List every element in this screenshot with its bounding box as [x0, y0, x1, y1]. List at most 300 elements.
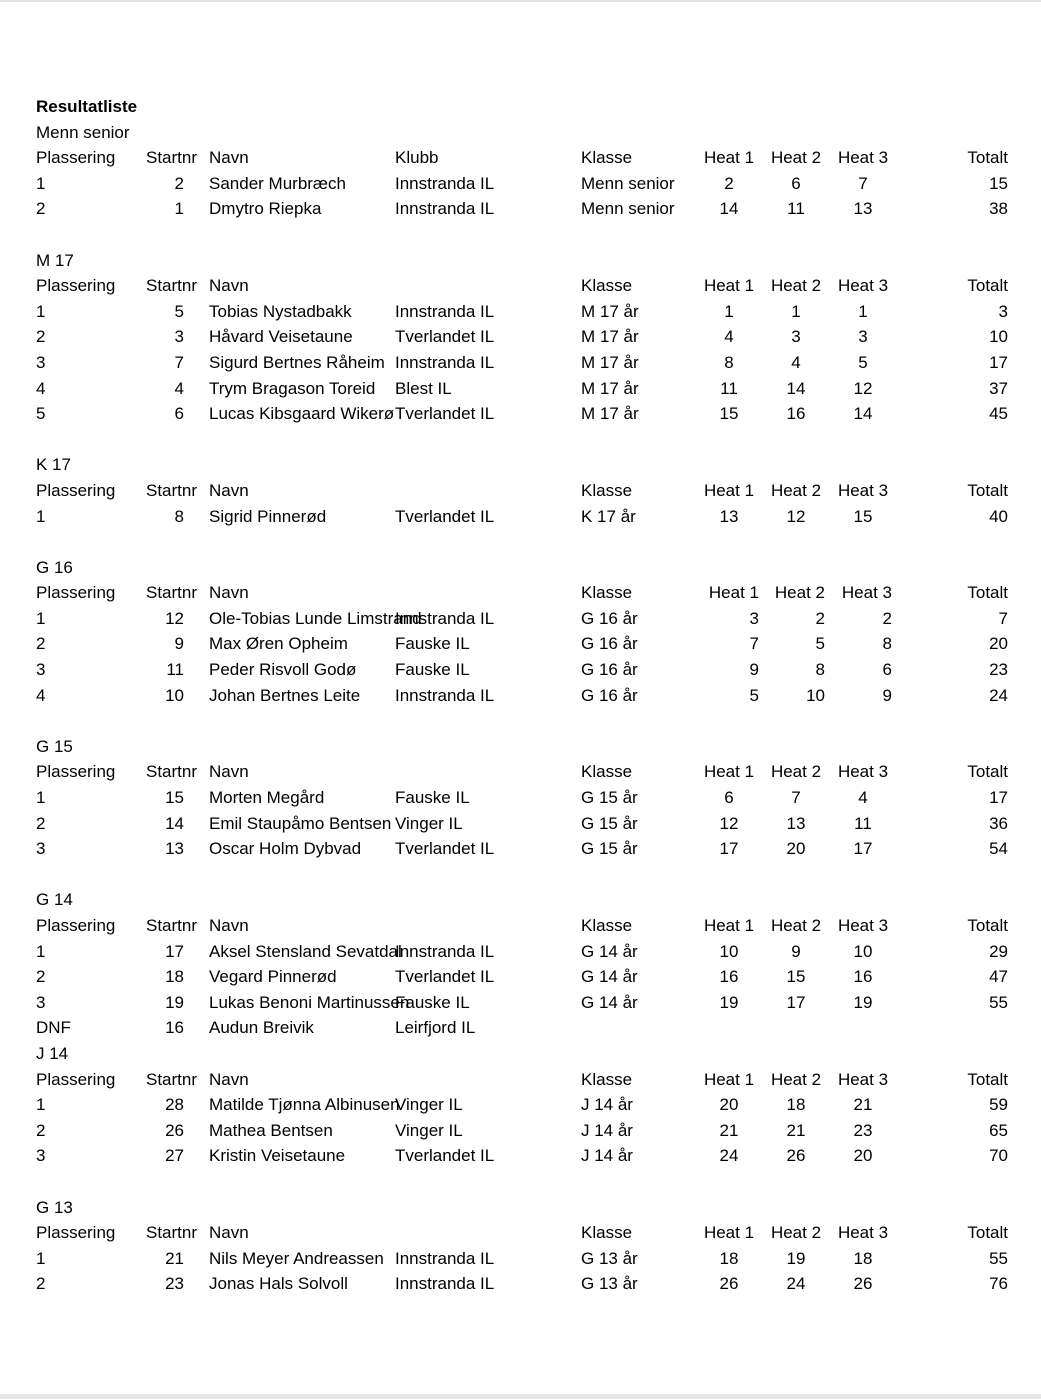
header-name: Navn — [209, 276, 249, 296]
heat-3-cell: 20 — [853, 1146, 873, 1166]
klasse-cell: J 14 år — [581, 1120, 633, 1140]
klasse-cell: G 13 år — [581, 1248, 638, 1268]
header-startnr: Startnr — [146, 762, 198, 782]
result-row — [0, 171, 1041, 197]
header-heat-1: Heat 1 — [703, 1069, 755, 1089]
klasse-cell: G 15 år — [581, 839, 638, 859]
header-heat-1: Heat 1 — [708, 583, 759, 603]
heat-1-cell: 24 — [719, 1146, 739, 1166]
header-heat-2: Heat 2 — [770, 480, 822, 500]
total-cell: 24 — [989, 685, 1008, 705]
name-cell: Sander Murbræch — [209, 173, 347, 193]
name-cell: Sigurd Bertnes Råheim — [209, 352, 385, 372]
result-row — [0, 299, 1041, 325]
club-cell: Fauske IL — [395, 660, 470, 680]
name-cell: Emil Staupåmo Bentsen — [209, 813, 392, 833]
heat-3-cell: 8 — [882, 634, 892, 654]
klasse-cell: G 16 år — [581, 634, 638, 654]
club-cell: Vinger IL — [395, 813, 463, 833]
club-cell: Tverlandet IL — [395, 404, 495, 424]
name-cell: Tobias Nystadbakk — [209, 301, 352, 321]
total-cell: 65 — [989, 1120, 1008, 1140]
startnr-cell: 7 — [174, 352, 184, 372]
header-heat-2: Heat 2 — [770, 916, 822, 935]
club-cell: Vinger IL — [395, 1095, 463, 1115]
spacer-row — [0, 529, 1041, 555]
header-heat-3: Heat 3 — [837, 1069, 889, 1089]
club-cell: Tverlandet IL — [395, 839, 495, 859]
header-klasse: Klasse — [581, 583, 633, 603]
header-startnr: Startnr — [146, 916, 198, 935]
header-heat-2: Heat 2 — [770, 1223, 822, 1243]
heat-3-cell: 11 — [854, 813, 872, 833]
name-cell: Morten Megård — [209, 788, 325, 808]
result-row — [0, 1246, 1041, 1272]
total-cell: 55 — [989, 992, 1008, 1012]
header-heat-3: Heat 3 — [837, 1223, 889, 1243]
total-cell: 47 — [989, 967, 1008, 987]
placement-cell: 2 — [36, 967, 46, 987]
column-header-row — [0, 145, 1041, 171]
name-cell: Dmytro Riepka — [209, 199, 322, 219]
club-cell: Fauske IL — [395, 634, 470, 654]
header-total: Totalt — [967, 1223, 1008, 1243]
header-placement: Plassering — [36, 762, 116, 782]
header-startnr: Startnr — [146, 480, 198, 500]
results-group — [0, 452, 1041, 554]
header-heat-2: Heat 2 — [770, 762, 822, 782]
name-cell: Jonas Hals Solvoll — [209, 1274, 348, 1294]
heat-1-cell: 12 — [719, 813, 739, 833]
header-name: Navn — [209, 1069, 249, 1089]
heat-1-cell: 19 — [719, 992, 739, 1012]
heat-3-cell: 14 — [853, 404, 873, 424]
result-row — [0, 990, 1041, 1016]
name-cell: Aksel Stensland Sevatdal — [209, 941, 402, 961]
club-cell: Fauske IL — [395, 992, 470, 1012]
klasse-cell: M 17 år — [581, 404, 639, 424]
header-name: Navn — [209, 583, 249, 603]
results-sheet — [0, 94, 1041, 1297]
heat-1-cell: 16 — [719, 967, 739, 987]
startnr-cell: 8 — [174, 506, 184, 526]
klasse-cell: G 16 år — [581, 608, 638, 628]
heat-3-cell: 23 — [853, 1120, 873, 1140]
heat-2-cell: 24 — [786, 1274, 806, 1294]
klasse-cell: M 17 år — [581, 352, 639, 372]
total-cell: 3 — [998, 301, 1008, 321]
top-border — [0, 0, 1041, 2]
name-cell: Peder Risvoll Godø — [209, 660, 357, 680]
club-cell: Innstranda IL — [395, 1274, 495, 1294]
klasse-cell: G 16 år — [581, 660, 638, 680]
heat-3-cell: 5 — [858, 352, 868, 372]
result-row — [0, 196, 1041, 222]
total-cell: 20 — [989, 634, 1008, 654]
startnr-cell: 1 — [174, 199, 184, 219]
column-header-row — [0, 759, 1041, 785]
result-row — [0, 350, 1041, 376]
placement-cell: 3 — [36, 839, 46, 859]
spacer-row — [0, 708, 1041, 734]
column-header-row — [0, 580, 1041, 606]
heat-3-cell: 19 — [853, 992, 873, 1012]
placement-cell: 1 — [36, 941, 46, 961]
header-placement: Plassering — [36, 148, 116, 168]
heat-2-cell: 5 — [815, 634, 825, 654]
header-startnr: Startnr — [146, 276, 198, 296]
header-heat-1: Heat 1 — [703, 916, 755, 935]
result-row — [0, 606, 1041, 632]
placement-cell: 2 — [36, 1274, 46, 1294]
header-klasse: Klasse — [581, 1223, 633, 1243]
header-startnr: Startnr — [146, 1069, 198, 1089]
total-cell: 76 — [989, 1274, 1008, 1294]
header-heat-2: Heat 2 — [770, 148, 822, 168]
club-cell: Tverlandet IL — [395, 1146, 495, 1166]
heat-2-cell: 21 — [786, 1120, 806, 1140]
results-groups — [0, 120, 1041, 1297]
heat-3-cell: 2 — [882, 608, 892, 628]
startnr-cell: 6 — [174, 404, 184, 424]
result-row — [0, 964, 1041, 990]
result-row — [0, 631, 1041, 657]
heat-1-cell: 14 — [719, 199, 739, 219]
heat-2-cell: 9 — [791, 941, 801, 961]
startnr-cell: 18 — [165, 967, 184, 987]
total-cell: 55 — [989, 1248, 1008, 1268]
group-heading-row — [0, 248, 1041, 274]
group-name: G 14 — [36, 890, 73, 910]
header-heat-1: Heat 1 — [703, 1223, 755, 1243]
results-group — [0, 1195, 1041, 1297]
name-cell: Sigrid Pinnerød — [209, 506, 327, 526]
heat-1-cell: 6 — [724, 788, 734, 808]
klasse-cell: G 15 år — [581, 788, 638, 808]
club-cell: Leirfjord IL — [395, 1018, 476, 1038]
name-cell: Matilde Tjønna Albinusen — [209, 1095, 400, 1115]
startnr-cell: 16 — [165, 1018, 184, 1038]
name-cell: Ole-Tobias Lunde Limstrand — [209, 608, 422, 628]
heat-3-cell: 26 — [853, 1274, 873, 1294]
heat-1-cell: 9 — [749, 660, 759, 680]
header-heat-2: Heat 2 — [770, 276, 822, 296]
group-heading-row — [0, 452, 1041, 478]
startnr-cell: 26 — [165, 1120, 184, 1140]
startnr-cell: 14 — [165, 813, 184, 833]
name-cell: Vegard Pinnerød — [209, 967, 337, 987]
klasse-cell: J 14 år — [581, 1146, 633, 1166]
club-cell: Innstranda IL — [395, 1248, 495, 1268]
startnr-cell: 9 — [174, 634, 184, 654]
result-row — [0, 811, 1041, 837]
heat-1-cell: 5 — [749, 685, 759, 705]
total-cell: 37 — [989, 378, 1008, 398]
header-placement: Plassering — [36, 1069, 116, 1089]
header-name: Navn — [209, 148, 249, 168]
startnr-cell: 12 — [165, 608, 184, 628]
club-cell: Tverlandet IL — [395, 506, 495, 526]
heat-2-cell: 10 — [806, 685, 825, 705]
klasse-cell: G 13 år — [581, 1274, 638, 1294]
total-cell: 45 — [989, 404, 1008, 424]
header-total: Totalt — [967, 583, 1008, 603]
total-cell: 54 — [989, 839, 1008, 859]
heat-2-cell: 6 — [791, 173, 801, 193]
total-cell: 7 — [998, 608, 1008, 628]
heat-3-cell: 17 — [853, 839, 873, 859]
header-klasse: Klasse — [581, 480, 633, 500]
club-cell: Tverlandet IL — [395, 327, 495, 347]
header-name: Navn — [209, 1223, 249, 1243]
heat-3-cell: 10 — [853, 941, 873, 961]
placement-cell: DNF — [36, 1018, 71, 1038]
title-row — [0, 94, 1041, 120]
klasse-cell: M 17 år — [581, 327, 639, 347]
placement-cell: 4 — [36, 378, 46, 398]
result-row — [0, 836, 1041, 862]
heat-2-cell: 14 — [786, 378, 806, 398]
heat-2-cell: 2 — [815, 608, 825, 628]
header-heat-3: Heat 3 — [837, 148, 889, 168]
klasse-cell: G 14 år — [581, 967, 638, 987]
group-heading-row — [0, 555, 1041, 581]
heat-1-cell: 7 — [749, 634, 759, 654]
placement-cell: 5 — [36, 404, 46, 424]
column-header-row — [0, 1220, 1041, 1246]
heat-3-cell: 18 — [853, 1248, 873, 1268]
startnr-cell: 28 — [165, 1095, 184, 1115]
total-cell: 59 — [989, 1095, 1008, 1115]
startnr-cell: 19 — [165, 992, 184, 1012]
result-row — [0, 1015, 1041, 1041]
results-group — [0, 555, 1041, 734]
heat-2-cell: 11 — [787, 199, 805, 219]
header-heat-2: Heat 2 — [770, 1069, 822, 1089]
header-klasse: Klasse — [581, 762, 633, 782]
group-name: M 17 — [36, 250, 74, 270]
result-row — [0, 376, 1041, 402]
klasse-cell: Menn senior — [581, 173, 675, 193]
name-cell: Trym Bragason Toreid — [209, 378, 376, 398]
header-heat-1: Heat 1 — [703, 276, 755, 296]
heat-2-cell: 8 — [815, 660, 825, 680]
spacer-row — [0, 862, 1041, 888]
column-header-row — [0, 913, 1041, 939]
group-name: G 15 — [36, 736, 73, 756]
total-cell: 29 — [989, 941, 1008, 961]
heat-1-cell: 10 — [719, 941, 739, 961]
group-name: K 17 — [36, 455, 71, 475]
startnr-cell: 2 — [174, 173, 184, 193]
results-group — [0, 248, 1041, 453]
placement-cell: 1 — [36, 608, 46, 628]
heat-3-cell: 21 — [853, 1095, 873, 1115]
startnr-cell: 3 — [174, 327, 184, 347]
total-cell: 23 — [989, 660, 1008, 680]
club-cell: Innstranda IL — [395, 173, 495, 193]
name-cell: Lukas Benoni Martinussen — [209, 992, 410, 1012]
heat-1-cell: 26 — [719, 1274, 739, 1294]
header-heat-3: Heat 3 — [837, 480, 889, 500]
spacer-row — [0, 1169, 1041, 1195]
header-placement: Plassering — [36, 583, 116, 603]
placement-cell: 3 — [36, 1146, 46, 1166]
result-row — [0, 324, 1041, 350]
heat-1-cell: 8 — [724, 352, 734, 372]
total-cell: 40 — [989, 506, 1008, 526]
klasse-cell: M 17 år — [581, 378, 639, 398]
placement-cell: 1 — [36, 1248, 46, 1268]
header-club: Klubb — [395, 148, 439, 168]
group-heading-row — [0, 120, 1041, 146]
placement-cell: 2 — [36, 634, 46, 654]
heat-2-cell: 18 — [786, 1095, 806, 1115]
startnr-cell: 27 — [165, 1146, 184, 1166]
klasse-cell: G 14 år — [581, 941, 638, 961]
header-total: Totalt — [967, 1069, 1008, 1089]
heat-1-cell: 3 — [749, 608, 759, 628]
name-cell: Audun Breivik — [209, 1018, 314, 1038]
header-heat-3: Heat 3 — [841, 583, 892, 603]
heat-2-cell: 16 — [786, 404, 806, 424]
placement-cell: 1 — [36, 173, 46, 193]
header-placement: Plassering — [36, 1223, 116, 1243]
heat-1-cell: 17 — [719, 839, 739, 859]
total-cell: 38 — [989, 199, 1008, 219]
group-heading-row — [0, 1195, 1041, 1221]
total-cell: 36 — [989, 813, 1008, 833]
startnr-cell: 21 — [165, 1248, 184, 1268]
header-total: Totalt — [967, 480, 1008, 500]
startnr-cell: 5 — [174, 301, 184, 321]
heat-2-cell: 3 — [791, 327, 801, 347]
results-group — [0, 734, 1041, 888]
spacer-row — [0, 427, 1041, 453]
result-row — [0, 401, 1041, 427]
column-header-row — [0, 478, 1041, 504]
name-cell: Oscar Holm Dybvad — [209, 839, 362, 859]
placement-cell: 3 — [36, 992, 46, 1012]
column-header-row — [0, 273, 1041, 299]
heat-3-cell: 7 — [858, 173, 868, 193]
name-cell: Lucas Kibsgaard Wikerø — [209, 404, 395, 424]
header-name: Navn — [209, 480, 249, 500]
startnr-cell: 15 — [165, 788, 184, 808]
heat-2-cell: 4 — [791, 352, 801, 372]
heat-1-cell: 11 — [720, 378, 738, 398]
header-total: Totalt — [967, 762, 1008, 782]
placement-cell: 3 — [36, 352, 46, 372]
header-total: Totalt — [967, 916, 1008, 935]
header-heat-3: Heat 3 — [837, 276, 889, 296]
heat-3-cell: 3 — [858, 327, 868, 347]
heat-2-cell: 19 — [786, 1248, 806, 1268]
total-cell: 10 — [989, 327, 1008, 347]
column-header-row — [0, 1067, 1041, 1093]
name-cell: Johan Bertnes Leite — [209, 685, 361, 705]
placement-cell: 2 — [36, 1120, 46, 1140]
header-heat-1: Heat 1 — [703, 480, 755, 500]
startnr-cell: 11 — [166, 660, 184, 680]
startnr-cell: 23 — [165, 1274, 184, 1294]
group-name: G 16 — [36, 557, 73, 577]
result-row — [0, 657, 1041, 683]
header-total: Totalt — [967, 148, 1008, 168]
group-name: G 13 — [36, 1197, 73, 1217]
club-cell: Tverlandet IL — [395, 967, 495, 987]
startnr-cell: 13 — [165, 839, 184, 859]
heat-2-cell: 13 — [786, 813, 806, 833]
club-cell: Vinger IL — [395, 1120, 463, 1140]
header-placement: Plassering — [36, 276, 116, 296]
result-row — [0, 1143, 1041, 1169]
club-cell: Fauske IL — [395, 788, 470, 808]
placement-cell: 2 — [36, 199, 46, 219]
startnr-cell: 4 — [174, 378, 184, 398]
heat-3-cell: 9 — [882, 685, 892, 705]
heat-3-cell: 12 — [853, 378, 873, 398]
name-cell: Max Øren Opheim — [209, 634, 348, 654]
placement-cell: 3 — [36, 660, 46, 680]
total-cell: 17 — [989, 352, 1008, 372]
placement-cell: 1 — [36, 301, 46, 321]
heat-3-cell: 13 — [853, 199, 873, 219]
header-name: Navn — [209, 916, 249, 935]
group-heading-row — [0, 734, 1041, 760]
startnr-cell: 10 — [165, 685, 184, 705]
bottom-border — [0, 1394, 1041, 1399]
results-group — [0, 120, 1041, 248]
name-cell: Nils Meyer Andreassen — [209, 1248, 384, 1268]
club-cell: Innstranda IL — [395, 608, 495, 628]
heat-1-cell: 13 — [719, 506, 739, 526]
header-total: Totalt — [967, 276, 1008, 296]
result-row — [0, 939, 1041, 965]
heat-2-cell: 12 — [786, 506, 806, 526]
header-heat-3: Heat 3 — [837, 762, 889, 782]
result-row — [0, 683, 1041, 709]
heat-2-cell: 20 — [786, 839, 806, 859]
group-name: Menn senior — [36, 122, 130, 142]
heat-3-cell: 1 — [858, 301, 868, 321]
placement-cell: 1 — [36, 1095, 46, 1115]
heat-1-cell: 1 — [724, 301, 734, 321]
group-heading-row — [0, 887, 1041, 913]
heat-1-cell: 2 — [724, 173, 734, 193]
header-name: Navn — [209, 762, 249, 782]
header-klasse: Klasse — [581, 276, 633, 296]
klasse-cell: G 15 år — [581, 813, 638, 833]
spacer-row — [0, 222, 1041, 248]
result-row — [0, 1271, 1041, 1297]
klasse-cell: J 14 år — [581, 1095, 633, 1115]
group-heading-row — [0, 1041, 1041, 1067]
header-heat-2: Heat 2 — [774, 583, 825, 603]
heat-3-cell: 6 — [882, 660, 892, 680]
heat-1-cell: 4 — [724, 327, 734, 347]
name-cell: Kristin Veisetaune — [209, 1146, 346, 1166]
klasse-cell: G 14 år — [581, 992, 638, 1012]
name-cell: Håvard Veisetaune — [209, 327, 353, 347]
heat-1-cell: 18 — [719, 1248, 739, 1268]
heat-2-cell: 17 — [786, 992, 806, 1012]
heat-1-cell: 15 — [719, 404, 739, 424]
header-heat-1: Heat 1 — [703, 762, 755, 782]
club-cell: Innstranda IL — [395, 301, 495, 321]
total-cell: 70 — [989, 1146, 1008, 1166]
heat-3-cell: 15 — [853, 506, 873, 526]
